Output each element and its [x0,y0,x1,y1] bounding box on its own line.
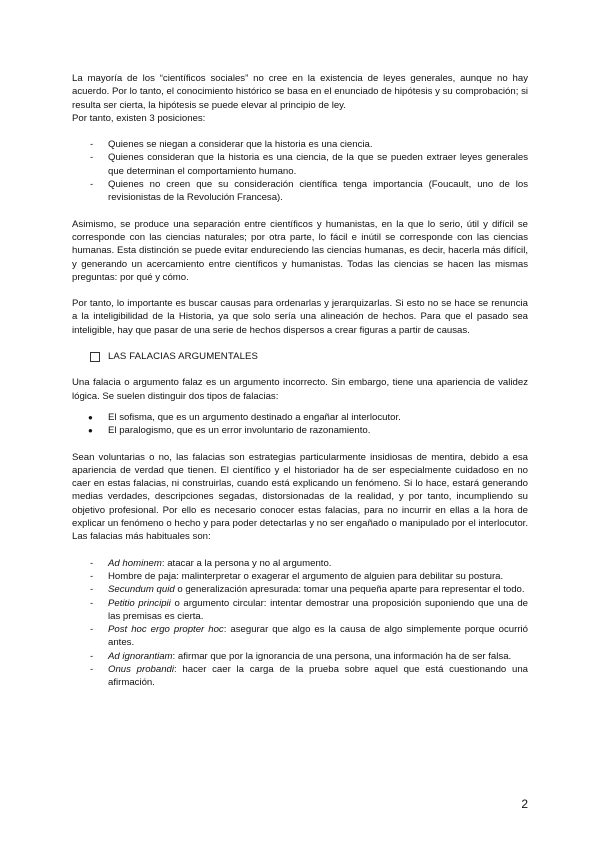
list-item: - Quienes se niegan a considerar que la historia es una ciencia. [72,138,528,151]
list-item: ● El sofisma, que es un argumento destinado a engañar al interlocutor. [72,411,528,424]
fallacy-types-list [72,411,528,438]
paragraph-por-tanto: Por tanto, lo importante es buscar causas para ordenarlas y jerarquizarlas. Si esto no se hace se renuncia a la inteligibilidad de la Historia, ya que solo sería una alineación de hechos. Para que el pasado sea inteligible, hay que pasar de una serie de hechos dispersos a crear figuras a partir de causas. [72,298,528,336]
fallacy-text: atacar a la persona y no al argumento. [167,557,332,569]
fallacy-term: Onus probandi [108,663,174,675]
paragraph-asimismo: Asimismo, se produce una separación entre científicos y humanistas, en la que lo serio, útil y difícil se corresponde con las ciencias naturales; por otra parte, lo fácil e inútil se corresponde con las ciencias humanas. Esta distinción se puede evitar endureciendo las ciencias humanas, es decir, hacerla más difícil, y generando un acercamiento entre científicos y humanistas. Todas las ciencias se hacen las mismas preguntas: por qué y cómo. [72,218,528,283]
fallacy-text: Hombre de paja: malinterpretar o exagerar el argumento de alguien para debilitar su postura. [108,570,504,582]
fallacy-term: Ad ignorantiam [108,650,173,662]
intro-paragraph: La mayoría de los “científicos sociales” no cree en la existencia de leyes generales, aunque no hay acuerdo. Por lo tanto, el conocimiento histórico se basa en el enunciado de hipótesis y su comprobación; si resulta ser cierta, la hipótesis se puede elevar al principio de ley. [72,73,528,111]
fallacy-term: Ad hominem [108,557,162,569]
checkbox-icon [90,352,100,362]
fallacy-term: Post hoc ergo propter hoc [108,624,224,636]
section-heading [72,350,528,363]
list-item [72,570,528,583]
fallacy-sep: : [161,557,168,569]
fallacy-sep: : [223,624,231,636]
fallacy-sep: : [174,663,183,675]
fallacy-term: Secundum quid [108,584,175,596]
fallacy-term: Petitio principii [108,597,171,609]
fallacy-text: afirmar que por la ignorancia de una persona, una información ha de ser falsa. [177,650,512,662]
list-item [72,623,528,650]
fallacy-text: o generalización apresurada: tomar una pequeña aparte para representar el todo. [177,584,525,596]
common-fallacies-list [72,557,528,690]
list-item: ● El paralogismo, que es un error involuntario de razonamiento. [72,424,528,437]
fallacy-sep: : [172,650,178,662]
list-item [72,650,528,663]
paragraph-falacia: Una falacia o argumento falaz es un argumento incorrecto. Sin embargo, tiene una apariencia de validez lógica. Se suelen distinguir dos tipos de falacias: [72,377,528,402]
list-item [72,663,528,690]
list-item [72,583,528,596]
fallacy-text: hacer caer la carga de la prueba sobre aquel que está cuestionando una afirmación. [108,663,528,689]
paragraph-voluntarias: Sean voluntarias o no, las falacias son estrategias particularmente insidiosas de mentira, debido a esa apariencia de verdad que tienen. El científico y el historiador ha de ser especialmente cuidadoso en no caer en estas falacias, ni construirlas, cuando está explicando un fenómeno. Si lo hace, estará generando medias verdades, descripciones segadas, distorsionadas de la realidad, y por tanto, incumpliendo su objetivo profesional. Por ello es necesario conocer estas falacias, para no incurrir en ellas a la hora de explicar un fenómeno o hecho y para poder detectarlas y no ser engañado o manipulado por el interlocutor. Las falacias más habituales son: [72,451,528,543]
page-content [72,72,528,690]
section-heading-text: LAS FALACIAS ARGUMENTALES [108,351,259,363]
fallacy-text: o argumento circular: intentar demostrar una proposición suponiendo que una de las premisas es cierta. [108,597,528,622]
list-item [72,597,528,624]
positions-intro: Por tanto, existen 3 posiciones: [72,112,206,124]
fallacy-text: asegurar que algo es la causa de algo simplemente porque ocurrió antes. [108,624,528,649]
list-item: - Quienes consideran que la historia es una ciencia, de la que se pueden extraer leyes generales que determinan el comportamiento humano. [72,151,528,178]
page-number: 2 [521,797,528,811]
positions-list [72,138,528,204]
list-item: - Quienes no creen que su consideración científica tenga importancia (Foucault, uno de los revisionistas de la Revolución Francesa). [72,178,528,205]
list-item [72,557,528,570]
